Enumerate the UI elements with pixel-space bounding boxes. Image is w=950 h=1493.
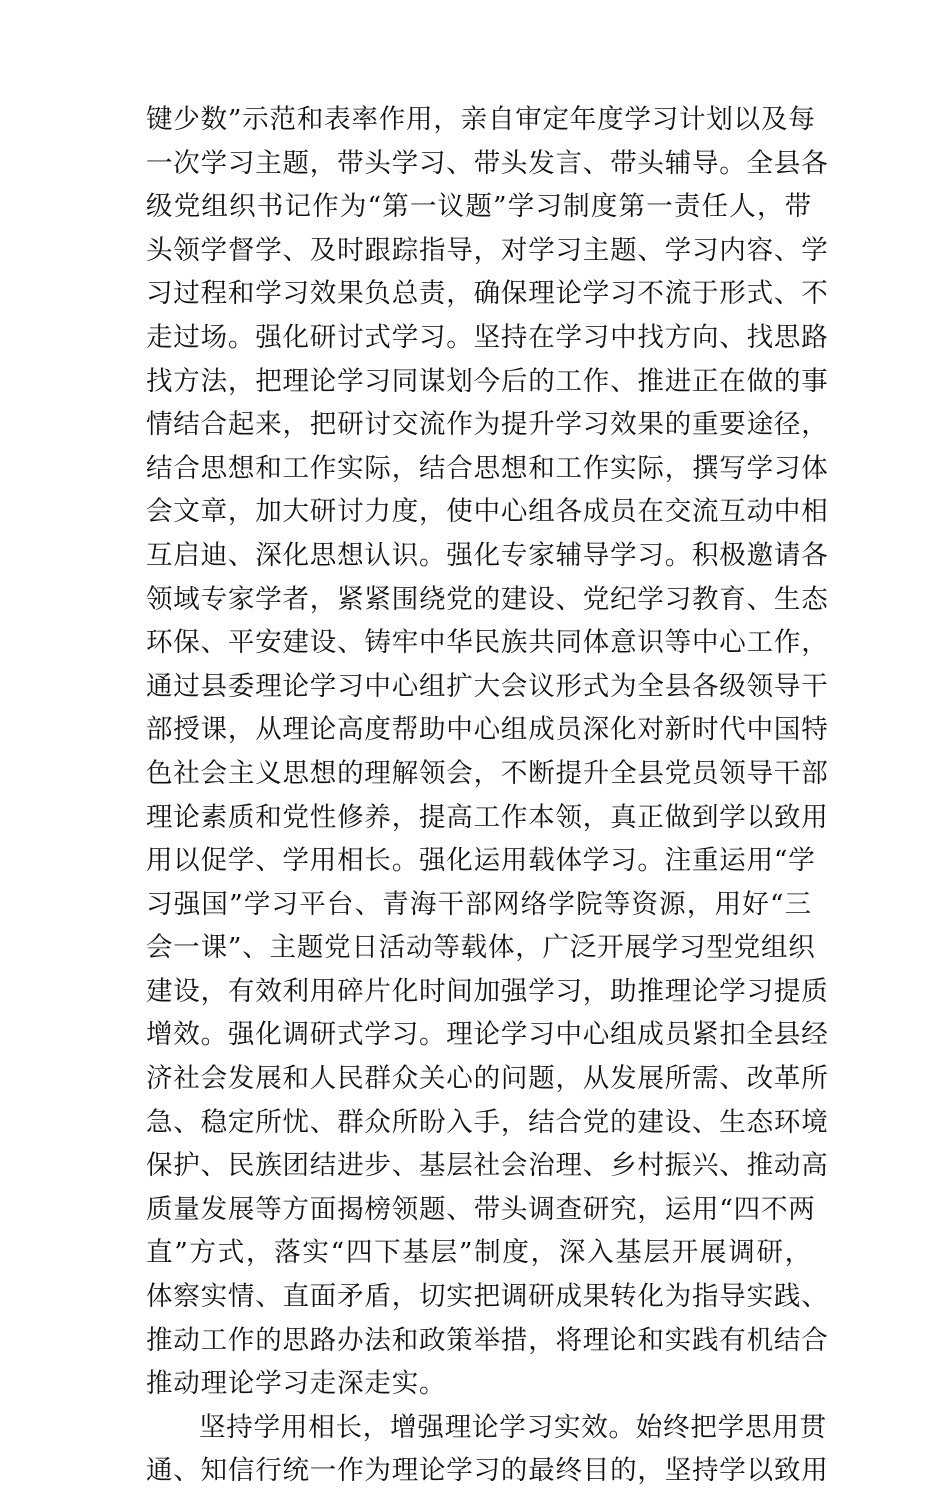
text-line-18: 用以促学、学用相长。强化运用载体学习。注重运用“学 — [146, 845, 816, 877]
text-line-30: 推动理论学习走深走实。 — [146, 1368, 447, 1400]
text-line-20: 会一课”、主题党日活动等载体，广泛开展学习型党组织 — [146, 932, 816, 964]
text-line-4: 头领学督学、及时跟踪指导，对学习主题、学习内容、学 — [146, 234, 829, 266]
text-line-19: 习强国”学习平台、青海干部网络学院等资源，用好“三 — [146, 888, 812, 920]
text-line-10: 会文章，加大研讨力度，使中心组各成员在交流互动中相 — [146, 496, 829, 528]
text-line-7: 找方法，把理论学习同谋划今后的工作、推进正在做的事 — [146, 365, 829, 397]
text-line-11: 互启迪、深化思想认识。强化专家辅导学习。积极邀请各 — [146, 539, 829, 571]
text-line-32: 通、知信行统一作为理论学习的最终目的，坚持学以致用 — [146, 1455, 829, 1487]
text-line-24: 急、稳定所忧、群众所盼入手，结合党的建设、生态环境 — [146, 1106, 829, 1138]
text-line-15: 部授课，从理论高度帮助中心组成员深化对新时代中国特 — [146, 714, 829, 746]
text-line-28: 体察实情、直面矛盾，切实把调研成果转化为指导实践、 — [146, 1281, 829, 1313]
text-line-29: 推动工作的思路办法和政策举措，将理论和实践有机结合 — [146, 1324, 829, 1356]
text-line-8: 情结合起来，把研讨交流作为提升学习效果的重要途径， — [146, 409, 829, 441]
text-line-31: 坚持学用相长，增强理论学习实效。始终把学思用贯 — [199, 1411, 827, 1443]
text-line-13: 环保、平安建设、铸牢中华民族共同体意识等中心工作， — [146, 627, 829, 659]
text-line-1: 键少数”示范和表率作用，亲自审定年度学习计划以及每 — [146, 104, 816, 135]
text-line-23: 济社会发展和人民群众关心的问题，从发展所需、改革所 — [146, 1063, 829, 1095]
text-line-2: 一次学习主题，带头学习、带头发言、带头辅导。全县各 — [146, 147, 829, 179]
text-line-5: 习过程和学习效果负总责，确保理论学习不流于形式、不 — [146, 278, 829, 310]
text-line-9: 结合思想和工作实际，结合思想和工作实际，撰写学习体 — [146, 452, 829, 484]
text-line-16: 色社会主义思想的理解领会，不断提升全县党员领导干部 — [146, 757, 829, 789]
text-line-14: 通过县委理论学习中心组扩大会议形式为全县各级领导干 — [146, 670, 829, 702]
text-line-17: 理论素质和党性修养，提高工作本领，真正做到学以致用 — [146, 801, 829, 833]
text-line-26: 质量发展等方面揭榜领题、带头调查研究，运用“四不两 — [146, 1193, 816, 1225]
text-line-22: 增效。强化调研式学习。理论学习中心组成员紧扣全县经 — [146, 1019, 829, 1051]
text-line-21: 建设，有效利用碎片化时间加强学习，助推理论学习提质 — [146, 975, 829, 1007]
text-line-3: 级党组织书记作为“第一议题”学习制度第一责任人，带 — [146, 191, 812, 223]
text-line-12: 领域专家学者，紧紧围绕党的建设、党纪学习教育、生态 — [146, 583, 829, 615]
text-line-25: 保护、民族团结进步、基层社会治理、乡村振兴、推动高 — [146, 1150, 829, 1182]
text-line-6: 走过场。强化研讨式学习。坚持在学习中找方向、找思路 — [146, 321, 829, 353]
body-text — [146, 98, 829, 1493]
text-line-27: 直”方式，落实“四下基层”制度，深入基层开展调研， — [146, 1237, 812, 1269]
